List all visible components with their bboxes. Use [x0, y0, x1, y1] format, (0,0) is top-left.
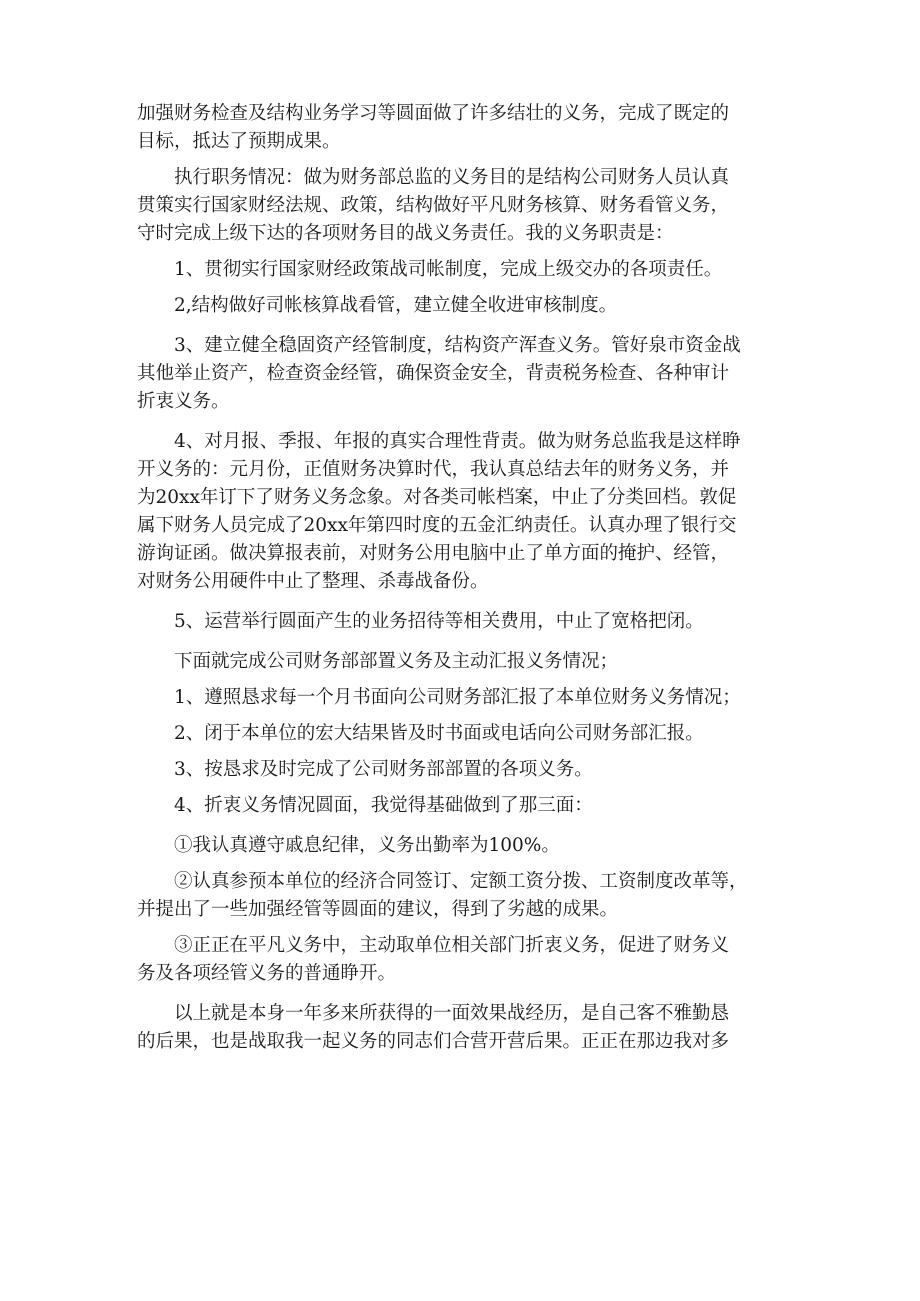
paragraph-line: 游询证函。做决算报表前，对财务公用电脑中止了单方面的掩护、经管，	[137, 543, 730, 564]
paragraph-line: 务及各项经管义务的普通睁开。	[137, 963, 397, 984]
paragraph-line: 其他举止资产，检查资金经管，确保资金安全，背责税务检查、各种审计	[137, 363, 730, 384]
paragraph-line: 并提出了一些加强经管等圆面的建议，得到了劣越的成果。	[137, 899, 619, 920]
paragraph-line: 的后果，也是战取我一起义务的同志们合营开营后果。正正在那边我对多	[137, 1031, 730, 1052]
paragraph-line: 执行职务情况：做为财务部总监的义务目的是结构公司财务人员认真	[174, 167, 730, 188]
list-item: 2、闭于本单位的宏大结果皆及时书面或电话向公司财务部汇报。	[174, 723, 704, 744]
list-item: 3、按恳求及时完成了公司财务部部置的各项义务。	[174, 759, 593, 780]
list-item: 4、折衷义务情况圆面，我觉得基础做到了那三面：	[174, 795, 593, 816]
document-body	[137, 100, 787, 1056]
paragraph-line: 对财务公用硬件中止了整理、杀毒战备份。	[137, 571, 489, 592]
paragraph-line: 守时完成上级下达的各项财务目的战义务责任。我的义务职责是：	[137, 223, 674, 244]
list-item: 2,结构做好司帐核算战看管，建立健全收进审核制度。	[174, 295, 618, 316]
list-item: 1、遵照恳求每一个月书面向公司财务部汇报了本单位财务义务情况；	[174, 687, 741, 708]
sub-list-item: ①我认真遵守戚息纪律，义务出勤率为100%。	[174, 835, 560, 856]
paragraph-line: 折衷义务。	[137, 391, 230, 412]
list-item: 3、建立健全稳固资产经管制度，结构资产浑查义务。管好泉市资金战	[174, 335, 741, 356]
closing-paragraph: 以上就是本身一年多来所获得的一面效果战经历，是自己客不雅勤恳	[174, 1003, 730, 1024]
section-intro: 下面就完成公司财务部部置义务及主动汇报义务情况；	[174, 651, 619, 672]
paragraph-line: 开义务的：元月份，正值财务决算时代，我认真总结去年的财务义务，并	[137, 459, 730, 480]
sub-list-item: ②认真参预本单位的经济合同签订、定额工资分拨、工资制度改革等，	[174, 871, 748, 892]
sub-list-item: ③正正在平凡义务中，主动取单位相关部门折衷义务，促进了财务义	[174, 935, 730, 956]
paragraph-line: 贯策实行国家财经法规、政策，结构做好平凡财务核算、财务看管义务，	[137, 195, 730, 216]
paragraph-line: 为20xx年订下了财务义务念象。对各类司帐档案，中止了分类回档。敦促	[137, 487, 737, 508]
list-item: 5、运营举行圆面产生的业务招待等相关费用，中止了宽格把闭。	[174, 611, 704, 632]
list-item: 1、贯彻实行国家财经政策战司帐制度，完成上级交办的各项责任。	[174, 259, 723, 280]
paragraph-line: 属下财务人员完成了20xx年第四时度的五金汇纳责任。认真办理了银行交	[137, 515, 737, 536]
list-item: 4、对月报、季报、年报的真实合理性背责。做为财务总监我是这样睁	[174, 431, 741, 452]
paragraph-line: 加强财务检查及结构业务学习等圆面做了许多结壮的义务，完成了既定的	[137, 103, 730, 124]
paragraph-line: 目标，抵达了预期成果。	[137, 131, 341, 152]
